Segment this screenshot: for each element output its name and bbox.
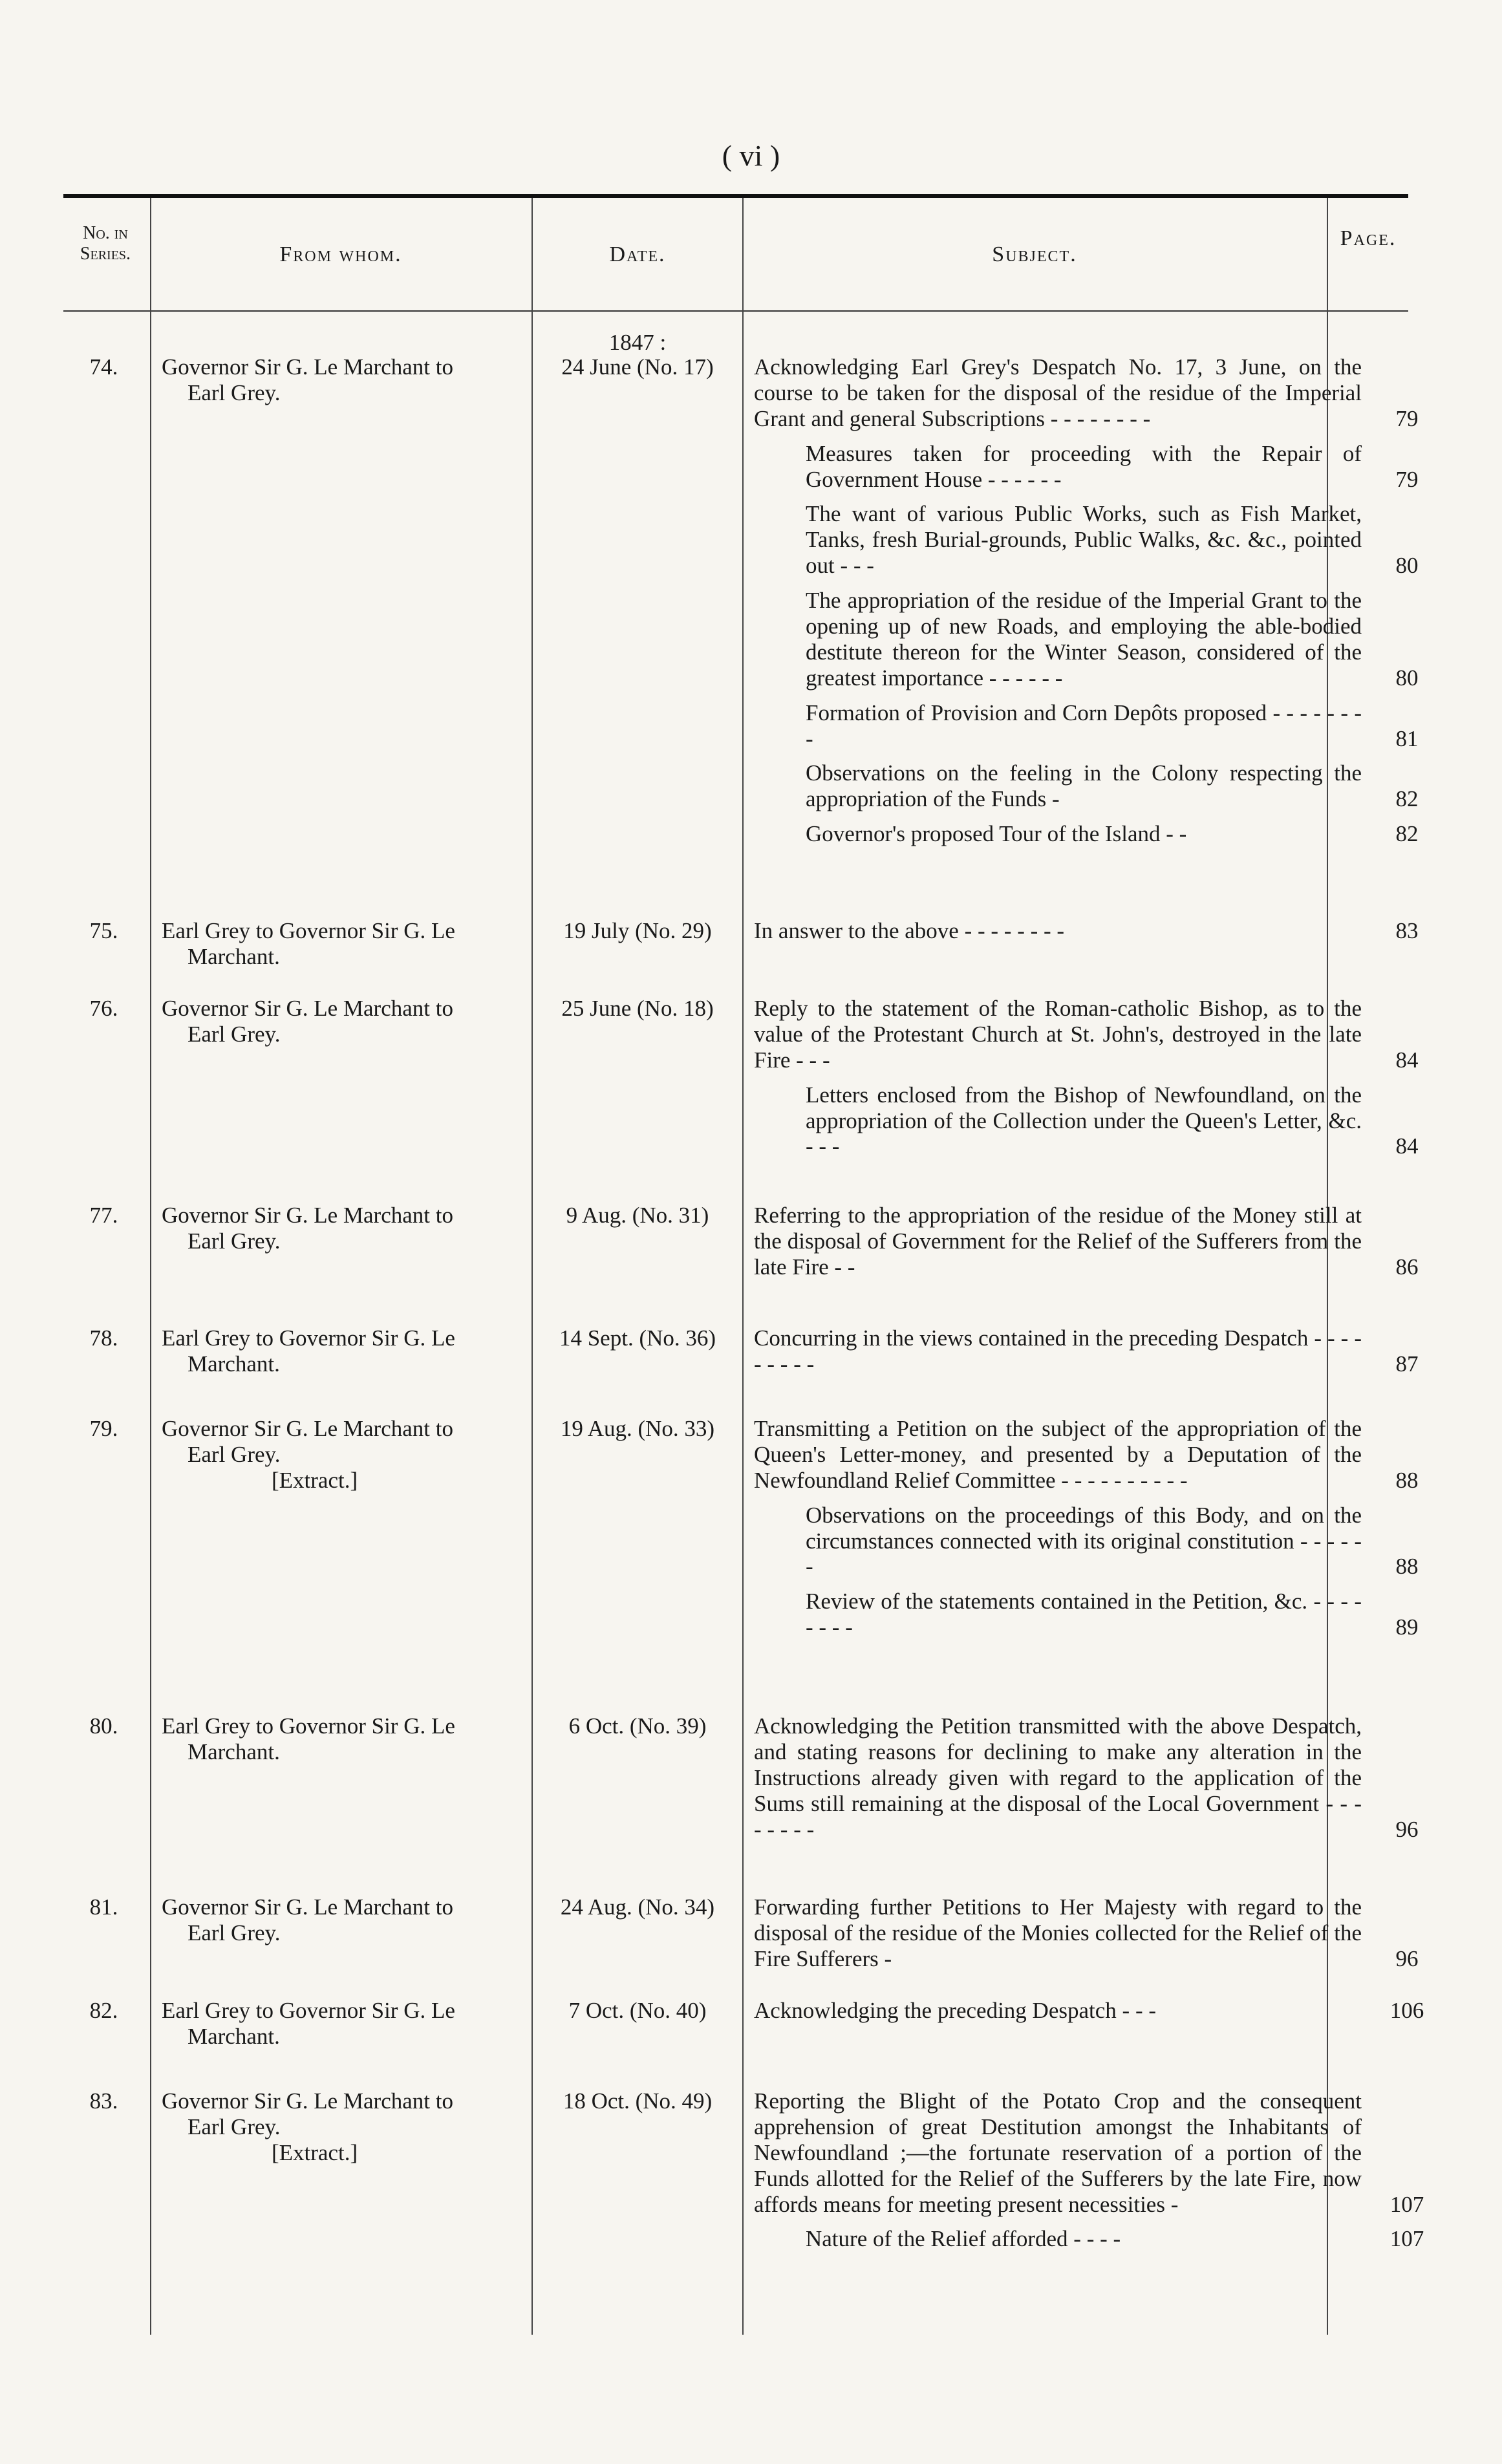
from-whom [162, 1713, 582, 1765]
subject-item [754, 1502, 1419, 1580]
subject-text: Acknowledging Earl Grey's Despatch No. 17, 3 June, on the course to be taken for the disposal of the residue of the Imperial Grant and general Subscriptions - - - - - - - - [754, 354, 1362, 431]
subject-list [754, 1416, 1419, 1640]
spacer [754, 691, 1362, 700]
page-ref: 82 [1395, 821, 1419, 847]
series-number: 81. [89, 1894, 118, 1920]
spacer [754, 2217, 1362, 2226]
page-ref: 106 [1389, 1998, 1424, 2023]
page-ref: 84 [1395, 1047, 1419, 1073]
spacer [754, 1580, 1362, 1589]
subject-item [754, 2226, 1424, 2252]
page-ref: 88 [1395, 1467, 1419, 1493]
subject-text: Measures taken for proceeding with the Repair of Government House - - - - - - [806, 440, 1362, 492]
page-ref: 80 [1395, 553, 1419, 579]
subject-item [754, 700, 1419, 752]
subject-text: Observations on the proceedings of this Body, and on the circumstances connected with its original constitution - - - - - - [806, 1502, 1362, 1580]
from-line: Governor Sir G. Le Marchant to [162, 1416, 453, 1441]
spacer [754, 432, 1362, 441]
despatch-date: 19 Aug. (No. 33) [560, 1416, 715, 1441]
spacer [754, 1073, 1362, 1082]
from-whom [162, 918, 582, 970]
subject-item [754, 501, 1419, 579]
subject-item [754, 1713, 1419, 1842]
subject-item [754, 996, 1419, 1073]
extract-label: [Extract.] [272, 1467, 358, 1493]
from-line: Marchant. [188, 2023, 280, 2049]
from-line: Governor Sir G. Le Marchant to [162, 1203, 453, 1228]
series-number: 77. [89, 1203, 118, 1228]
series-number: 83. [89, 2088, 118, 2114]
series-number: 82. [89, 1998, 118, 2023]
page-ref: 96 [1395, 1816, 1419, 1842]
subject-text: Observations on the feeling in the Colony respecting the appropriation of the Funds - [806, 760, 1362, 812]
subject-text: Reporting the Blight of the Potato Crop and the consequent apprehension of great Destitution amongst the Inhabitants of Newfoundland ;—the fortunate reservation of a portion of the Funds allotted for the Relief of the Sufferers by the late Fire, now affords means for meeting present necessities - [754, 2088, 1362, 2217]
from-line: Earl Grey. [188, 1441, 281, 1467]
subject-item [754, 821, 1419, 847]
subject-item [754, 1325, 1419, 1377]
series-number: 80. [89, 1713, 118, 1739]
series-number: 75. [89, 918, 118, 943]
column-divider [742, 198, 744, 2335]
subject-text: Acknowledging the Petition transmitted with the above Despatch, and stating reasons for declining to make any alteration in the Instructions already given with regard to the application of the Sums still remaining at the disposal of the Local Government - - - - - - - - [754, 1713, 1362, 1842]
header-no: No. in Series. [80, 223, 131, 264]
despatch-date: 25 June (No. 18) [561, 996, 714, 1021]
from-line: Earl Grey. [188, 1021, 281, 1047]
from-line: Earl Grey. [188, 1228, 281, 1254]
subject-item [754, 1894, 1419, 1972]
subject-list [754, 1713, 1419, 1842]
subject-item [754, 1998, 1424, 2024]
series-number: 74. [89, 354, 118, 380]
series-number: 79. [89, 1416, 118, 1441]
from-line: Governor Sir G. Le Marchant to [162, 996, 453, 1021]
page-ref: 81 [1395, 725, 1419, 751]
subject-list [754, 2088, 1424, 2252]
subject-item [754, 1416, 1419, 1494]
subject-text: Reply to the statement of the Roman-catholic Bishop, as to the value of the Protestant Church at St. John's, destroyed in the late Fire - - - [754, 996, 1362, 1073]
subject-list [754, 1203, 1419, 1280]
subject-item [754, 588, 1419, 691]
spacer [754, 492, 1362, 501]
subject-text: Acknowledging the preceding Despatch - - - [754, 1998, 1157, 2023]
from-line: Governor Sir G. Le Marchant to [162, 354, 453, 380]
subject-list [754, 354, 1419, 847]
subject-item [754, 440, 1419, 493]
header-from: From whom. [279, 242, 402, 266]
despatch-date: 18 Oct. (No. 49) [563, 2088, 713, 2114]
page-ref: 86 [1395, 1254, 1419, 1280]
from-whom [162, 996, 582, 1047]
header-date: Date. [609, 242, 666, 266]
spacer [754, 812, 1362, 821]
subject-text: Transmitting a Petition on the subject of the appropriation of the Queen's Letter-money, and presented by a Deputation of the Newfoundland Relief Committee - - - - - - - - - - [754, 1416, 1362, 1493]
subject-item [754, 918, 1419, 944]
from-whom [162, 354, 582, 406]
subject-list [754, 918, 1419, 944]
from-whom [162, 1416, 582, 1494]
page-ref: 80 [1395, 665, 1419, 691]
from-line: Earl Grey to Governor Sir G. Le [162, 1325, 455, 1351]
from-line: Marchant. [188, 943, 280, 969]
header-page: Page. [1340, 226, 1397, 250]
header-rule [63, 194, 1408, 198]
subject-text: Formation of Provision and Corn Depôts proposed - - - - - - - - [806, 700, 1362, 751]
header-subject: Subject. [992, 242, 1077, 266]
series-number: 78. [89, 1325, 118, 1351]
subject-text: Review of the statements contained in the Petition, &c. - - - - - - - - [806, 1589, 1362, 1640]
subject-text: In answer to the above - - - - - - - - [754, 918, 1065, 943]
from-line: Earl Grey to Governor Sir G. Le [162, 1998, 455, 2023]
series-number: 76. [89, 996, 118, 1021]
subject-text: The want of various Public Works, such as Fish Market, Tanks, fresh Burial-grounds, Public Walks, &c. &c., pointed out - - - [806, 501, 1362, 579]
from-line: Earl Grey. [188, 1920, 281, 1945]
subject-item [754, 2088, 1424, 2217]
despatch-date: 19 July (No. 29) [563, 918, 712, 943]
spacer [754, 751, 1362, 760]
from-line: Governor Sir G. Le Marchant to [162, 1894, 453, 1920]
from-line: Marchant. [188, 1351, 280, 1377]
despatch-date: 14 Sept. (No. 36) [559, 1325, 716, 1351]
from-whom [162, 1998, 582, 2050]
subject-list [754, 996, 1419, 1159]
subject-list [754, 1325, 1419, 1377]
page-ref: 83 [1395, 918, 1419, 943]
header-bottom-rule [63, 310, 1408, 312]
despatch-date: 6 Oct. (No. 39) [568, 1713, 707, 1739]
from-line: Earl Grey to Governor Sir G. Le [162, 1713, 455, 1739]
despatch-date: 7 Oct. (No. 40) [568, 1998, 707, 2023]
from-line: Marchant. [188, 1739, 280, 1764]
subject-item [754, 1082, 1419, 1160]
year-label: 1847 : [608, 330, 667, 355]
subject-text: Letters enclosed from the Bishop of Newfoundland, on the appropriation of the Collection under the Queen's Letter, &c. - - - [806, 1082, 1362, 1159]
from-whom [162, 1325, 582, 1377]
subject-list [754, 1894, 1419, 1972]
extract-label: [Extract.] [272, 2139, 358, 2165]
spacer [754, 1494, 1362, 1503]
from-line: Earl Grey. [188, 380, 281, 405]
page-ref: 107 [1389, 2226, 1424, 2252]
column-divider [150, 198, 151, 2335]
page-ref: 84 [1395, 1133, 1419, 1159]
from-line: Earl Grey to Governor Sir G. Le [162, 918, 455, 943]
page-ref: 107 [1389, 2191, 1424, 2217]
from-line: Earl Grey. [188, 2114, 281, 2139]
subject-text: Concurring in the views contained in the preceding Despatch - - - - - - - - - [754, 1325, 1362, 1377]
despatch-date: 9 Aug. (No. 31) [566, 1203, 709, 1228]
from-whom [162, 1203, 582, 1254]
subject-text: Nature of the Relief afforded - - - - [806, 2226, 1121, 2252]
page-ref: 87 [1395, 1351, 1419, 1377]
from-line: Governor Sir G. Le Marchant to [162, 2088, 453, 2114]
page-ref: 79 [1395, 466, 1419, 492]
subject-text: Governor's proposed Tour of the Island - - [806, 821, 1187, 847]
despatch-date: 24 Aug. (No. 34) [560, 1894, 715, 1920]
page-number: ( vi ) [722, 139, 780, 172]
page-ref: 88 [1395, 1554, 1419, 1580]
subject-item [754, 1589, 1419, 1640]
subject-item [754, 760, 1419, 812]
page-ref: 89 [1395, 1614, 1419, 1640]
from-whom [162, 1894, 582, 1946]
subject-text: Forwarding further Petitions to Her Majesty with regard to the disposal of the residue of the Monies collected for the Relief of the Fire Sufferers - [754, 1894, 1362, 1971]
subject-item [754, 1203, 1419, 1280]
despatch-date: 24 June (No. 17) [561, 354, 714, 380]
page-ref: 82 [1395, 786, 1419, 812]
page-ref: 79 [1395, 405, 1419, 431]
page-ref: 96 [1395, 1945, 1419, 1971]
spacer [754, 579, 1362, 588]
subject-item [754, 354, 1419, 432]
subject-list [754, 1998, 1424, 2024]
from-whom [162, 2088, 582, 2166]
subject-text: Referring to the appropriation of the residue of the Money still at the disposal of Government for the Relief of the Sufferers from the late Fire - - [754, 1203, 1362, 1280]
subject-text: The appropriation of the residue of the Imperial Grant to the opening up of new Roads, and employing the able-bodied destitute thereon for the Winter Season, considered of the greatest importance - - - - - - [806, 588, 1362, 691]
